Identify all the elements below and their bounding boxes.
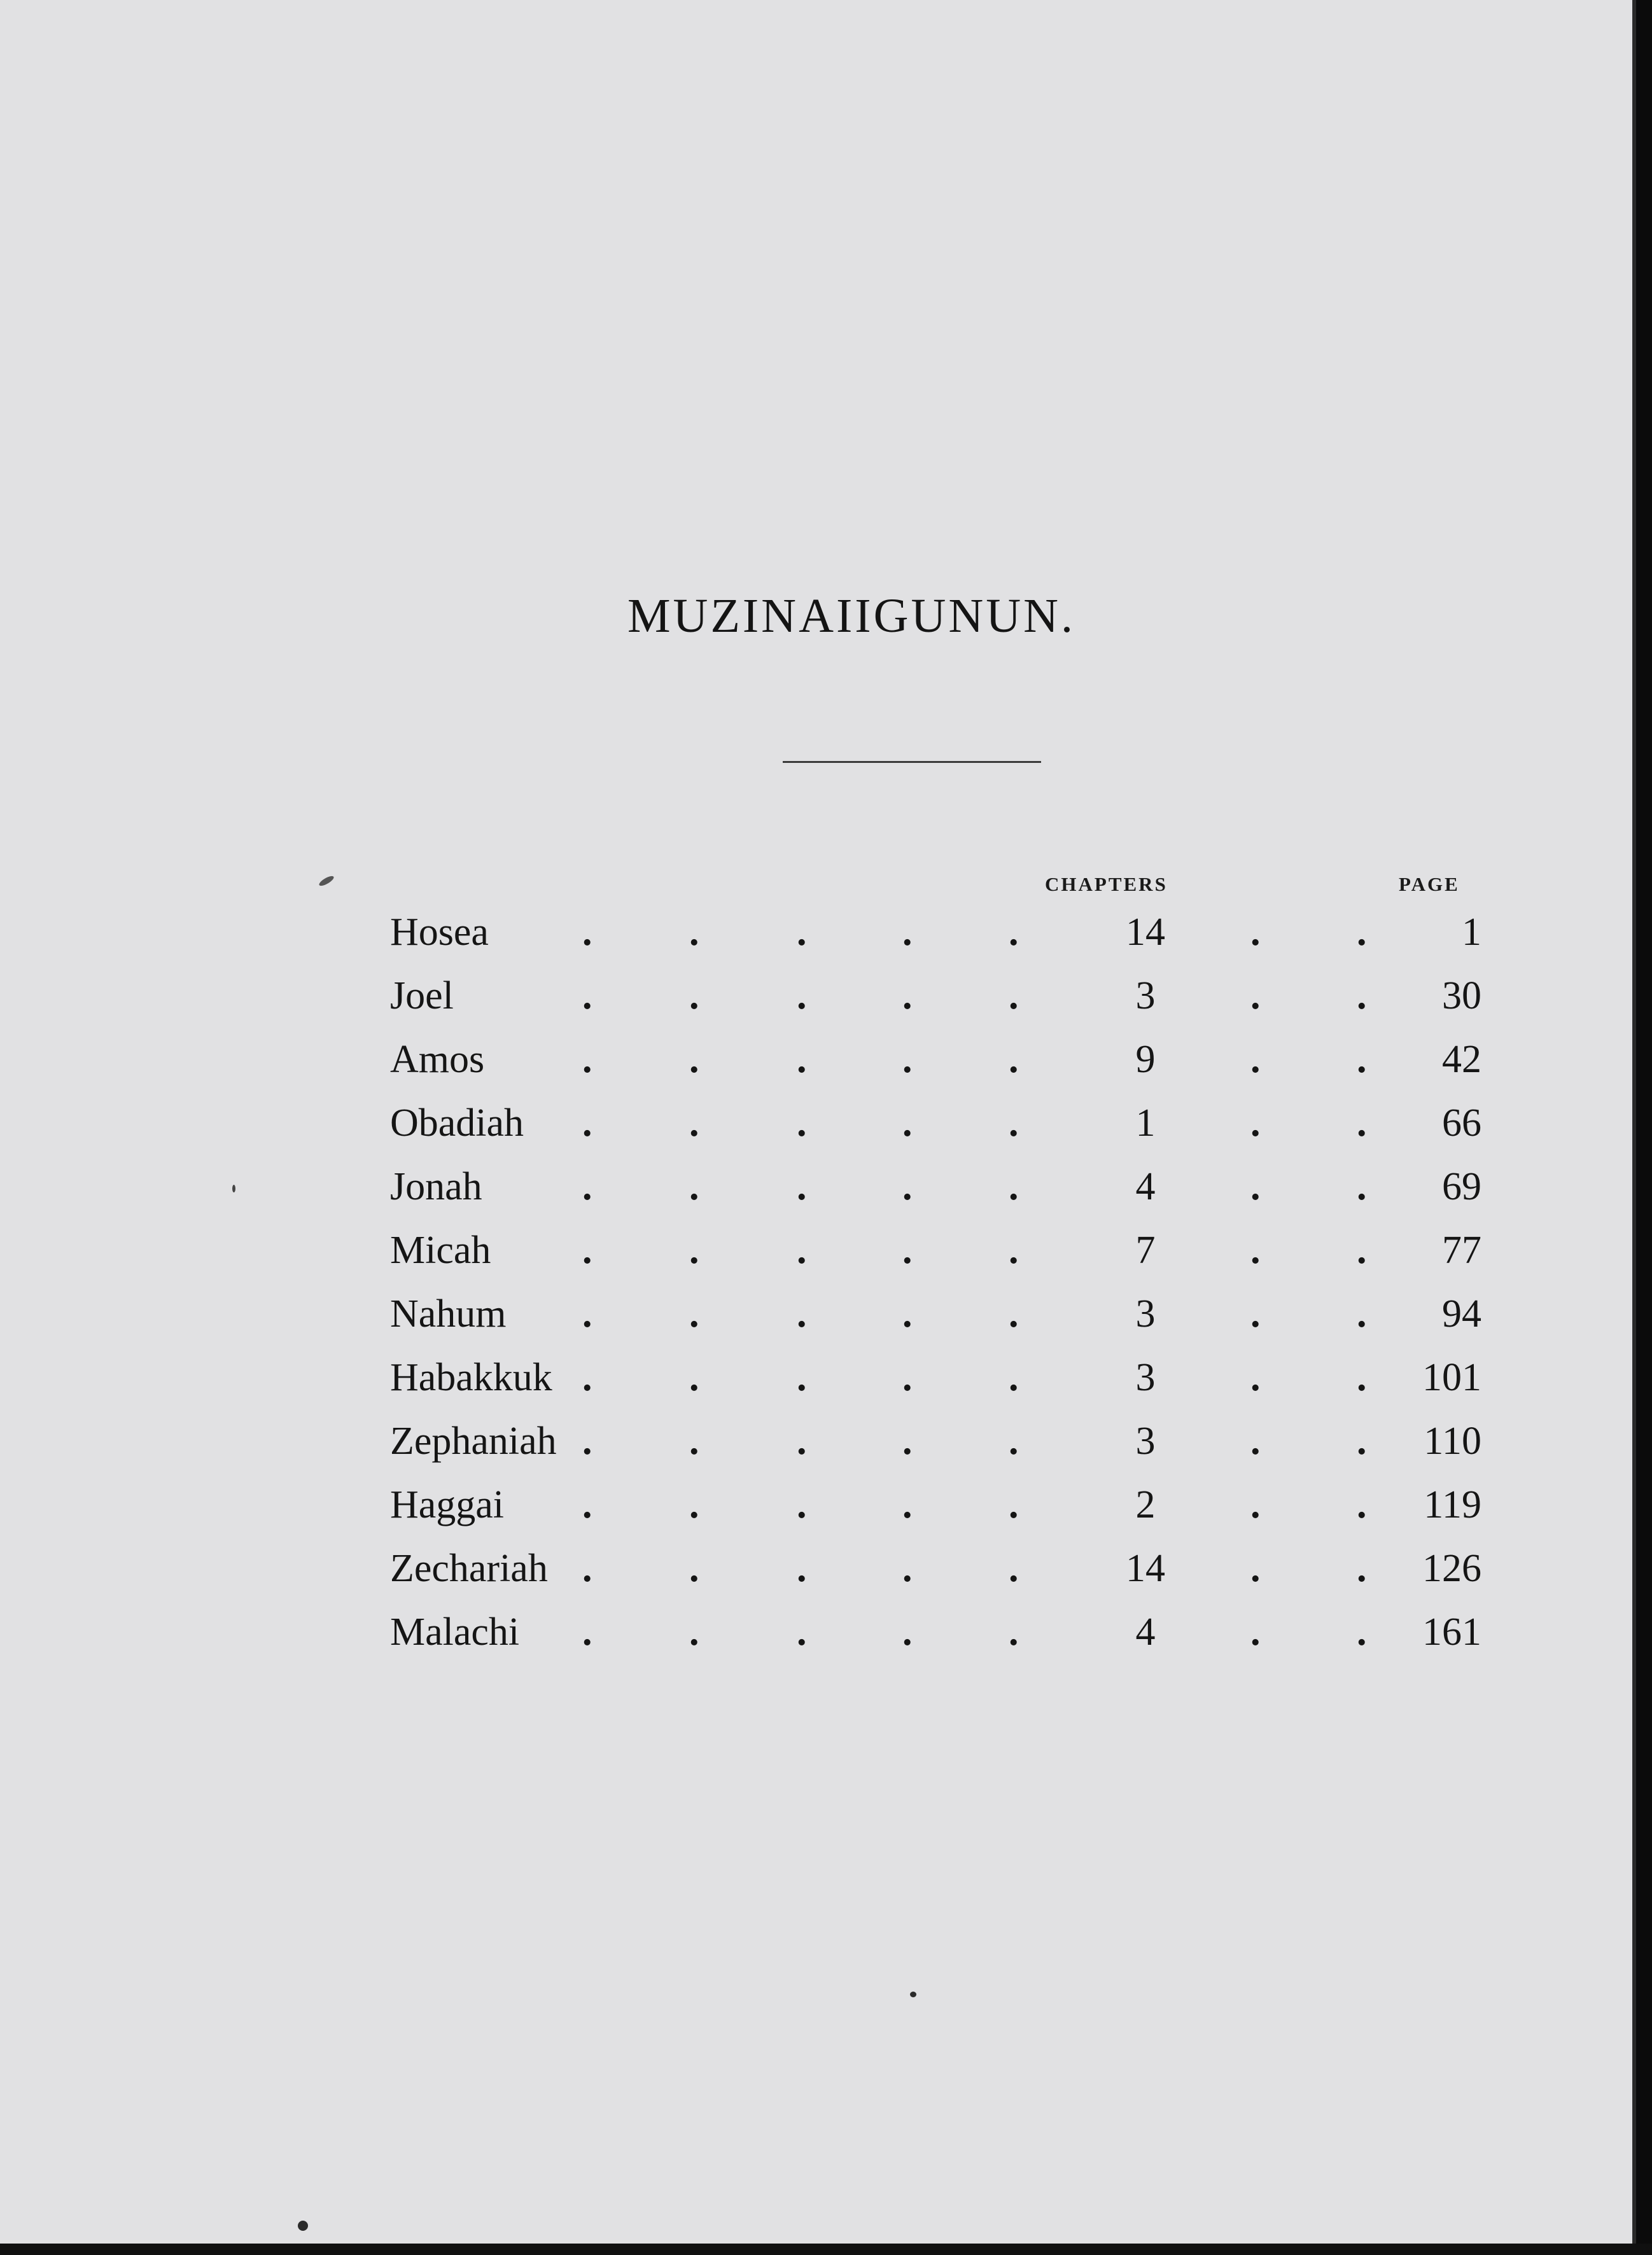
leader-dot: . (689, 1165, 699, 1208)
leader-dot: . (1009, 1420, 1019, 1463)
leader-dot: . (902, 1165, 913, 1208)
contents-row (0, 1282, 1636, 1346)
leader-dot: . (1250, 974, 1261, 1017)
leader-dot: . (689, 1229, 699, 1272)
leader-dot: . (689, 1547, 699, 1590)
leader-dot: . (902, 1547, 913, 1590)
leader-dot: . (582, 1229, 592, 1272)
scan-edge-right (1636, 0, 1652, 2255)
leader-dot: . (582, 1292, 592, 1336)
contents-row (0, 1537, 1636, 1600)
scan-speck (318, 874, 335, 888)
chapter-count: 4 (1135, 1165, 1156, 1208)
leader-dot: . (902, 1356, 913, 1399)
leader-dot: . (797, 1610, 807, 1654)
leader-dot: . (1009, 974, 1019, 1017)
scan-edge-bottom (0, 2244, 1652, 2255)
chapter-count: 3 (1135, 974, 1156, 1017)
book-name: Amos (390, 1038, 485, 1081)
contents-row (0, 1473, 1636, 1537)
leader-dot: . (797, 1229, 807, 1272)
leader-dot: . (797, 974, 807, 1017)
leader-dot: . (1250, 1292, 1261, 1336)
contents-row (0, 1091, 1636, 1155)
leader-dot: . (689, 1101, 699, 1145)
contents-row (0, 1028, 1636, 1091)
leader-dot: . (582, 1483, 592, 1526)
leader-dot: . (797, 1101, 807, 1145)
contents-row (0, 1155, 1636, 1218)
scan-speck (298, 2221, 308, 2231)
chapter-count: 7 (1135, 1229, 1156, 1272)
leader-dot: . (1250, 1356, 1261, 1399)
leader-dot: . (797, 1292, 807, 1336)
leader-dot: . (1009, 1547, 1019, 1590)
contents-row (0, 1600, 1636, 1664)
contents-row (0, 1218, 1636, 1282)
leader-dot: . (1009, 1292, 1019, 1336)
contents-row (0, 900, 1636, 964)
leader-dot: . (1357, 1356, 1367, 1399)
contents-row (0, 1409, 1636, 1473)
leader-dot: . (582, 1547, 592, 1590)
leader-dot: . (689, 1038, 699, 1081)
leader-dot: . (689, 1610, 699, 1654)
leader-dot: . (902, 1038, 913, 1081)
page-number: 101 (1422, 1356, 1481, 1399)
chapter-count: 3 (1135, 1420, 1156, 1463)
leader-dot: . (797, 1356, 807, 1399)
leader-dot: . (1250, 1547, 1261, 1590)
book-name: Nahum (390, 1292, 507, 1336)
leader-dot: . (902, 1292, 913, 1336)
leader-dot: . (1357, 1101, 1367, 1145)
leader-dot: . (1250, 1420, 1261, 1463)
leader-dot: . (1357, 1292, 1367, 1336)
chapter-count: 3 (1135, 1292, 1156, 1336)
leader-dot: . (689, 974, 699, 1017)
page-number: 42 (1442, 1038, 1481, 1081)
page-number: 94 (1442, 1292, 1481, 1336)
book-name: Micah (390, 1229, 491, 1272)
scan-speck (232, 1185, 235, 1192)
leader-dot: . (582, 911, 592, 954)
contents-row (0, 964, 1636, 1028)
book-name: Malachi (390, 1610, 520, 1654)
leader-dot: . (1250, 911, 1261, 954)
chapter-count: 2 (1135, 1483, 1156, 1526)
leader-dot: . (797, 911, 807, 954)
leader-dot: . (797, 1165, 807, 1208)
leader-dot: . (1009, 911, 1019, 954)
leader-dot: . (689, 1420, 699, 1463)
leader-dot: . (1357, 1610, 1367, 1654)
leader-dot: . (1250, 1101, 1261, 1145)
leader-dot: . (902, 1483, 913, 1526)
leader-dot: . (582, 1356, 592, 1399)
leader-dot: . (902, 1229, 913, 1272)
leader-dot: . (1250, 1610, 1261, 1654)
leader-dot: . (902, 1420, 913, 1463)
leader-dot: . (1250, 1165, 1261, 1208)
leader-dot: . (582, 974, 592, 1017)
leader-dot: . (582, 1165, 592, 1208)
leader-dot: . (582, 1420, 592, 1463)
leader-dot: . (1250, 1038, 1261, 1081)
leader-dot: . (582, 1101, 592, 1145)
page-number: 66 (1442, 1101, 1481, 1145)
leader-dot: . (797, 1547, 807, 1590)
leader-dot: . (689, 1483, 699, 1526)
leader-dot: . (1009, 1101, 1019, 1145)
scan-speck (910, 1992, 916, 1997)
book-name: Zephaniah (390, 1420, 557, 1463)
book-name: Joel (390, 974, 454, 1017)
page-number: 119 (1424, 1483, 1481, 1526)
leader-dot: . (1009, 1483, 1019, 1526)
chapter-count: 1 (1135, 1101, 1156, 1145)
leader-dot: . (1357, 911, 1367, 954)
book-name: Jonah (390, 1165, 482, 1208)
page-number: 1 (1462, 911, 1481, 954)
leader-dot: . (902, 1610, 913, 1654)
book-name: Obadiah (390, 1101, 524, 1145)
leader-dot: . (1009, 1165, 1019, 1208)
chapter-count: 14 (1126, 1547, 1165, 1590)
leader-dot: . (1357, 1229, 1367, 1272)
leader-dot: . (1357, 1038, 1367, 1081)
leader-dot: . (1009, 1610, 1019, 1654)
leader-dot: . (1250, 1483, 1261, 1526)
title-rule (783, 761, 1041, 763)
contents-row (0, 1346, 1636, 1409)
page-number: 30 (1442, 974, 1481, 1017)
page-number: 110 (1424, 1420, 1481, 1463)
book-name: Hosea (390, 911, 489, 954)
leader-dot: . (797, 1483, 807, 1526)
book-name: Zechariah (390, 1547, 548, 1590)
leader-dot: . (1250, 1229, 1261, 1272)
leader-dot: . (689, 911, 699, 954)
leader-dot: . (1357, 974, 1367, 1017)
leader-dot: . (1357, 1420, 1367, 1463)
leader-dot: . (797, 1420, 807, 1463)
chapter-count: 14 (1126, 911, 1165, 954)
leader-dot: . (689, 1292, 699, 1336)
leader-dot: . (582, 1610, 592, 1654)
leader-dot: . (1357, 1483, 1367, 1526)
leader-dot: . (902, 1101, 913, 1145)
leader-dot: . (902, 974, 913, 1017)
leader-dot: . (1009, 1038, 1019, 1081)
page-number: 126 (1422, 1547, 1481, 1590)
contents-title: MUZINAIIGUNUN. (627, 589, 1075, 643)
page-number: 69 (1442, 1165, 1481, 1208)
chapter-count: 3 (1135, 1356, 1156, 1399)
leader-dot: . (689, 1356, 699, 1399)
leader-dot: . (1009, 1356, 1019, 1399)
page-column-header: PAGE (1399, 873, 1460, 895)
leader-dot: . (1357, 1165, 1367, 1208)
book-name: Haggai (390, 1483, 505, 1526)
chapter-count: 9 (1135, 1038, 1156, 1081)
leader-dot: . (902, 911, 913, 954)
page-number: 161 (1422, 1610, 1481, 1654)
page-number: 77 (1442, 1229, 1481, 1272)
leader-dot: . (1009, 1229, 1019, 1272)
chapters-column-header: CHAPTERS (1045, 873, 1168, 895)
leader-dot: . (582, 1038, 592, 1081)
chapter-count: 4 (1135, 1610, 1156, 1654)
book-name: Habakkuk (390, 1356, 552, 1399)
leader-dot: . (1357, 1547, 1367, 1590)
leader-dot: . (797, 1038, 807, 1081)
